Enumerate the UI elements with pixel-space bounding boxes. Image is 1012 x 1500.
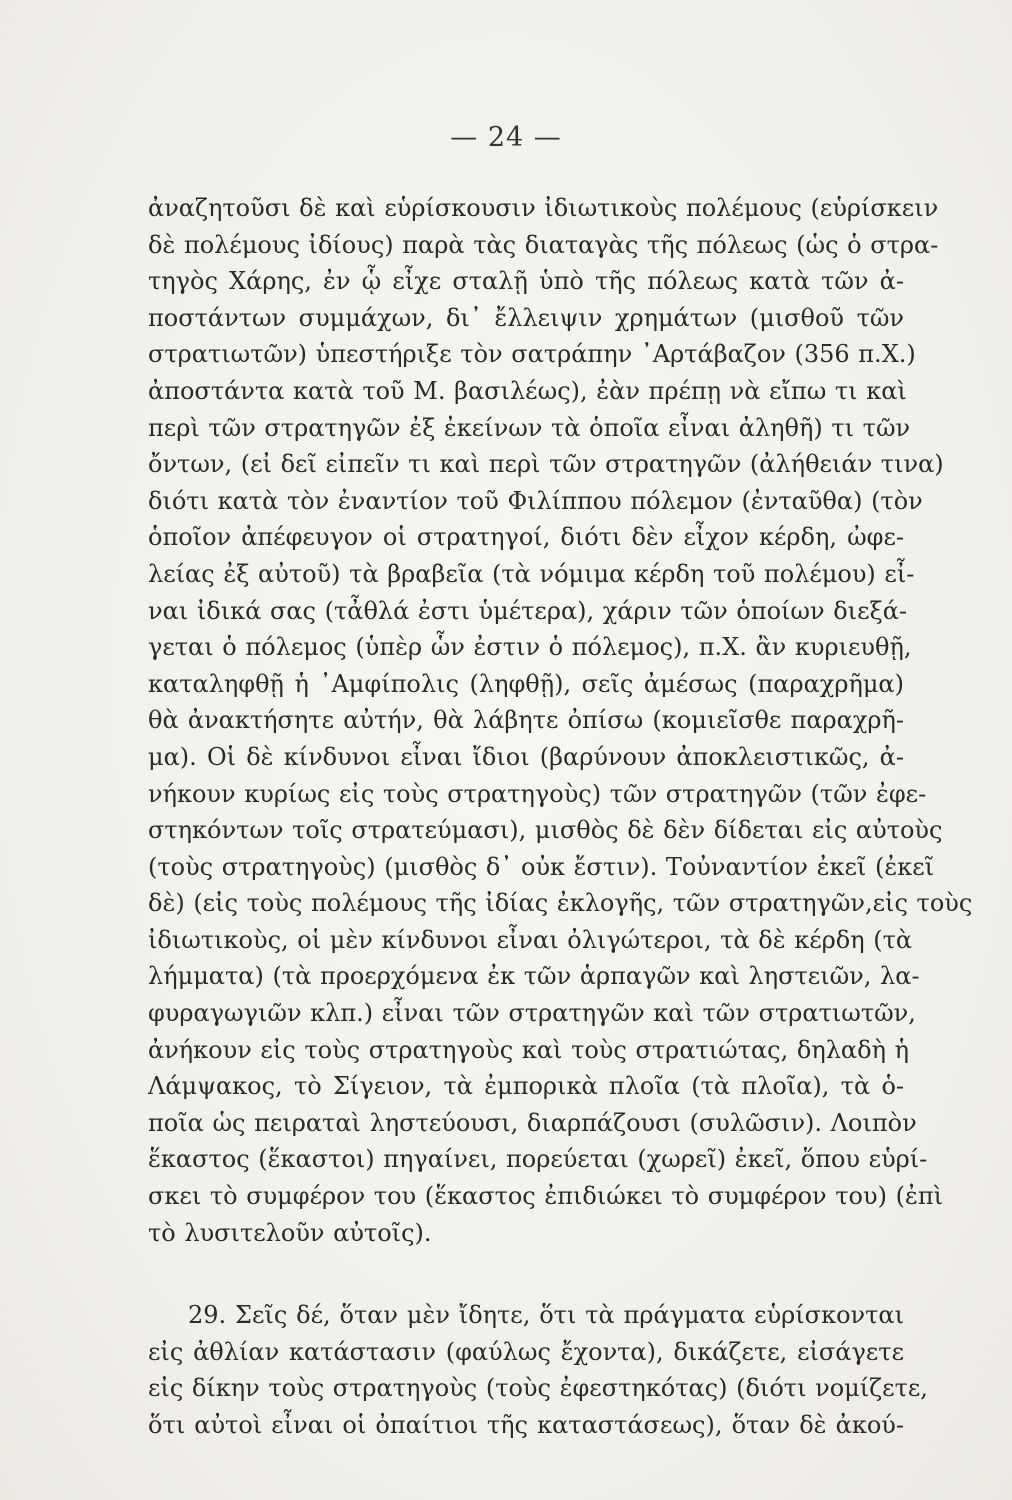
text-line: διότι κατὰ τὸν ἐναντίον τοῦ Φιλίππου πόλεμον (ἐνταῦθα) (τὸν <box>148 486 923 515</box>
text-line: ὅτι αὐτοὶ εἶναι οἱ ὀπαίτιοι τῆς καταστάσεως), ὅταν δὲ ἀκού- <box>148 1411 904 1439</box>
text-line: στρατιωτῶν) ὑπεστήριξε τὸν σατράπην ᾽Αρτάβαζον (356 π.Χ.) <box>148 340 916 369</box>
text-line: δὲ πολέμους ἰδίους) παρὰ τὰς διαταγὰς τῆς πόλεως (ὡς ὁ στρα- <box>148 230 939 259</box>
text-line: λήμματα) (τὰ προερχόμενα ἐκ τῶν ἁρπαγῶν καὶ ληστειῶν, λα- <box>148 962 920 991</box>
body-text <box>148 190 973 1444</box>
paragraph-2 <box>148 1297 928 1443</box>
text-line: ναι ἰδικά σας (τἆθλά ἐστι ὑμέτερα), χάριν τῶν ὁποίων διεξά- <box>148 596 908 625</box>
text-line: δὲ) (εἰς τοὺς πολέμους τῆς ἰδίας ἐκλογῆς, τῶν στρατηγῶν,εἰς τοὺς <box>148 889 973 918</box>
text-line: εἰς δίκην τοὺς στρατηγοὺς (τοὺς ἐφεστηκότας) (διότι νομίζετε, <box>148 1374 928 1403</box>
text-line: ἀποστάντα κατὰ τοῦ Μ. βασιλέως), ἐὰν πρέπῃ νὰ εἴπω τι καὶ <box>148 376 907 405</box>
text-line: τὸ λυσιτελοῦν αὐτοῖς). <box>148 1218 432 1247</box>
text-line: 29. Σεῖς δέ, ὅταν μὲν ἴδητε, ὅτι τὰ πράγματα εὑρίσκονται <box>188 1301 904 1330</box>
page-number: — 24 — <box>450 122 562 153</box>
text-line: θὰ ἀνακτήσητε αὐτήν, θὰ λάβητε ὀπίσω (κομιεῖσθε παραχρῆ- <box>148 706 904 735</box>
text-line: γεται ὁ πόλεμος (ὑπὲρ ὧν ἐστιν ὁ πόλεμος), π.Χ. ἂν κυριευθῇ, <box>148 633 912 662</box>
text-line: περὶ τῶν στρατηγῶν ἐξ ἐκείνων τὰ ὁποῖα εἶναι ἀληθῆ) τι τῶν <box>148 413 911 442</box>
text-line: ποῖα ὡς πειραταὶ ληστεύουσι, διαρπάζουσι (συλῶσιν). Λοιπὸν <box>148 1108 917 1137</box>
text-line: μα). Οἱ δὲ κίνδυνοι εἶναι ἴδιοι (βαρύνουν ἀποκλειστικῶς, ἀ- <box>148 742 904 771</box>
text-line: ὄντων, (εἰ δεῖ εἰπεῖν τι καὶ περὶ τῶν στρατηγῶν (ἀλήθειάν τινα) <box>148 450 944 479</box>
text-line: Λάμψακος, τὸ Σίγειον, τὰ ἐμπορικὰ πλοῖα (τὰ πλοῖα), τὰ ὁ- <box>148 1072 904 1101</box>
text-line: λείας ἐξ αὐτοῦ) τὰ βραβεῖα (τὰ νόμιμα κέρδη τοῦ πολέμου) εἶ- <box>148 559 915 588</box>
text-line: καταληφθῇ ἡ ᾽Αμφίπολις (ληφθῇ), σεῖς ἀμέσως (παραχρῆμα) <box>148 669 904 698</box>
text-line: ἰδιωτικοὺς, οἱ μὲν κίνδυνοι εἶναι ὀλιγώτεροι, τὰ δὲ κέρδη (τὰ <box>148 925 913 954</box>
text-line: τηγὸς Χάρης, ἐν ᾧ εἶχε σταλῇ ὑπὸ τῆς πόλεως κατὰ τῶν ἀ- <box>148 267 904 296</box>
text-line: ἀναζητοῦσι δὲ καὶ εὑρίσκουσιν ἰδιωτικοὺς πολέμους (εὑρίσκειν <box>148 194 939 222</box>
text-line: (τοὺς στρατηγοὺς) (μισθὸς δ᾽ οὐκ ἔστιν). Τοὐναντίον ἐκεῖ (ἐκεῖ <box>148 852 935 881</box>
text-line: ἕκαστος (ἕκαστοι) πηγαίνει, πορεύεται (χωρεῖ) ἐκεῖ, ὅπου εὑρί- <box>148 1145 928 1174</box>
text-line: ὁποῖον ἀπέφευγον οἱ στρατηγοί, διότι δὲν εἶχον κέρδη, ὠφε- <box>148 523 904 552</box>
paragraph-1 <box>148 190 973 1251</box>
text-line: ἀνήκουν εἰς τοὺς στρατηγοὺς καὶ τοὺς στρατιώτας, δηλαδὴ ἡ <box>148 1035 909 1064</box>
text-line: εἰς ἀθλίαν κατάστασιν (φαύλως ἔχοντα), δικάζετε, εἰσάγετε <box>148 1337 904 1366</box>
text-line: σκει τὸ συμφέρον του (ἕκαστος ἐπιδιώκει τὸ συμφέρον του) (ἐπὶ <box>148 1182 944 1211</box>
text-line: ποστάντων συμμάχων, δι᾽ ἔλλειψιν χρημάτων (μισθοῦ τῶν <box>148 303 904 332</box>
text-line: φυραγωγιῶν κλπ.) εἶναι τῶν στρατηγῶν καὶ τῶν στρατιωτῶν, <box>148 999 916 1028</box>
text-line: στηκόντων τοῖς στρατεύμασι), μισθὸς δὲ δὲν δίδεται εἰς αὐτοὺς <box>148 816 943 845</box>
paragraph-gap <box>148 1251 904 1297</box>
text-line: νήκουν κυρίως εἰς τοὺς στρατηγοὺς) τῶν στρατηγῶν (τῶν ἐφε- <box>148 779 927 808</box>
